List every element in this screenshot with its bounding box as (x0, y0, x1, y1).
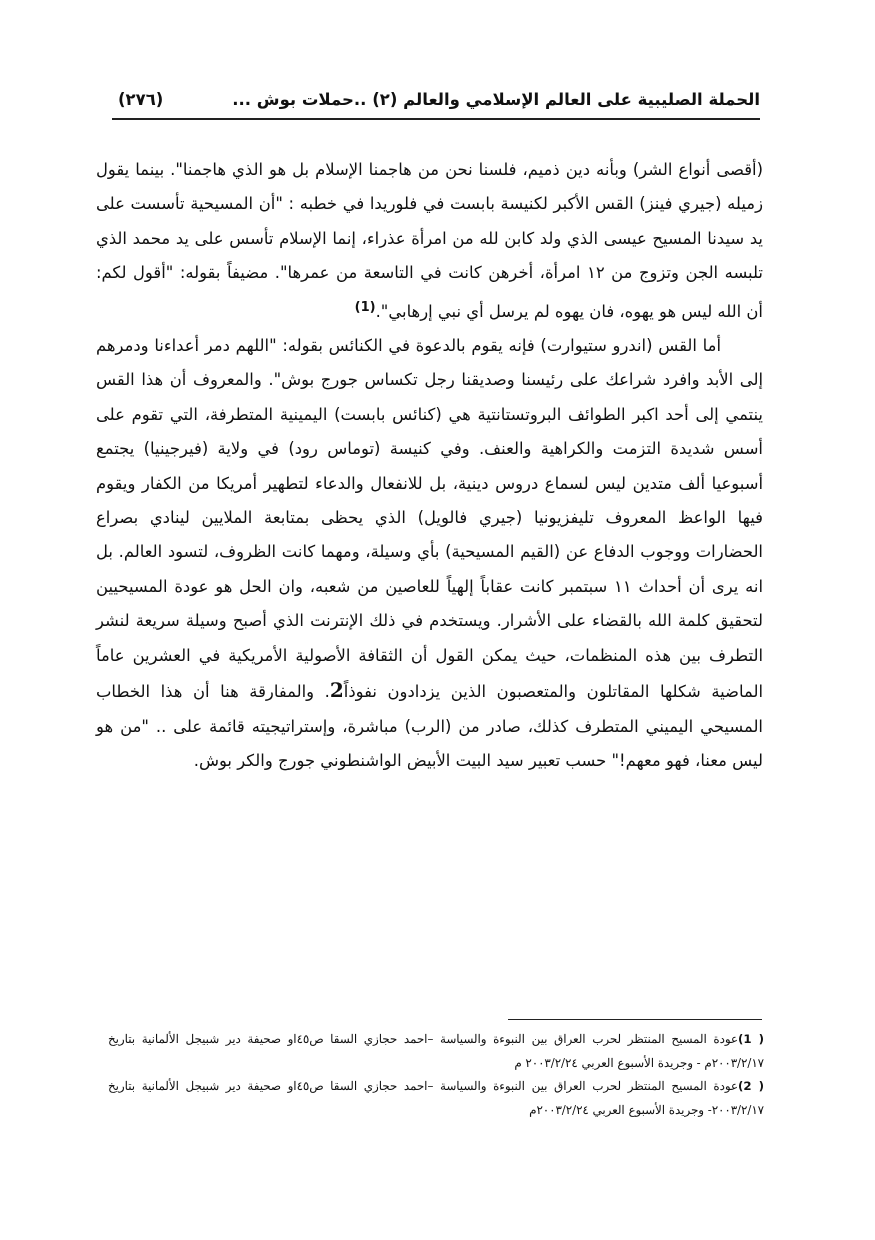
paragraph-1 (96, 153, 763, 329)
footnote-2-mark: ( 2) (737, 1079, 764, 1093)
footnote-ref-1[interactable]: (1) (354, 299, 376, 315)
footnote-1-text: عودة المسيح المنتظر لحرب العراق بين النبوءة والسياسة –احمد حجازي السقا ص٤٥او صحيفة دير شبيجل الألمانية بتاريخ ٢٠٠٣/٢/١٧م - وجريدة الأسبوع العربي ٢٠٠٣/٢/٢٤ م (108, 1032, 764, 1070)
footnote-ref-2[interactable]: 2 (329, 678, 344, 703)
footnote-separator (508, 1019, 762, 1020)
footnote-1 (108, 1028, 764, 1075)
footnotes (108, 1028, 764, 1122)
paragraph-2-text-b: . والمفارقة هنا أن هذا الخطاب المسيحي اليميني المتطرف كذلك، صادر من (الرب) مباشرة، وإستراتيجيته قائمة على .. "من هو ليس معنا، فهو معهم!" حسب تعبير سيد البيت الأبيض الواشنطوني جورج والكر بوش. (96, 682, 763, 770)
paragraph-1-text: (أقصى أنواع الشر) وبأنه دين ذميم، فلسنا نحن من هاجمنا الإسلام بل هو الذي هاجمنا". بينما يقول زميله (جيري فينز) القس الأكبر لكنيسة بابست في فلوريدا في خطبه : "أن المسيحية تأسست على يد سيدنا المسيح عيسى الذي ولد كابن لله من امرأة عذراء، إنما الإسلام تأسس على يد محمد الذي تلبسه الجن وتزوج من ١٢ امرأة، أخرهن كانت في التاسعة من عمرها". مضيفاً بقوله: "أقول لكم: أن الله ليس هو يهوه، فان يهوه لم يرسل أي نبي إرهابي". (96, 160, 763, 321)
running-title: الحملة الصليبية على العالم الإسلامي والعالم (٢) ..حملات بوش ... (232, 90, 760, 109)
page-header (112, 88, 760, 120)
paragraph-2 (96, 329, 763, 778)
footnote-2-text: عودة المسيح المنتظر لحرب العراق بين النبوءة والسياسة –احمد حجازي السقا ص٤٥او صحيفة دير شبيجل الألمانية بتاريخ ٢٠٠٣/٢/١٧- وجريدة الأسبوع العربي ٢٠٠٣/٢/٢٤م (108, 1079, 764, 1117)
main-text (96, 153, 763, 778)
footnote-1-mark: ( 1) (737, 1032, 764, 1046)
page-number: (٢٧٦) (118, 90, 164, 109)
footnote-2 (108, 1075, 764, 1122)
paragraph-2-text-a: أما القس (اندرو ستيوارت) فإنه يقوم بالدعوة في الكنائس بقوله: "اللهم دمر أعداءنا ودمرهم إلى الأبد وافرد شراعك على رئيسنا وصديقنا رجل تكساس جورج بوش". والمعروف أن هذا القس ينتمي إلى أحد اكبر الطوائف البروتستانتية هي (كنائس بابست) اليمينية المتطرفة، التي تقوم على أسس شديدة التزمت والكراهية والعنف. وفي كنيسة (توماس رود) في ولاية (فيرجينيا) يجتمع أسبوعيا ألف متدين ليس لسماع دروس دينية، بل للانفعال والدعاء لتطهير أمريكا من الكفار ويقوم فيها الواعظ المعروف تليفزيونيا (جيري فالويل) الذي يحظى بمتابعة الملايين لينادي بصراع الحضارات ووجوب الدفاع عن (القيم المسيحية) بأي وسيلة، ومهما كانت الظروف، لتسود العالم. بل انه يرى أن أحداث ١١ سبتمبر كانت عقاباً إلهياً للعاصين من شعبه، وان الحل هو عودة المسيحيين لتحقيق كلمة الله بالقضاء على الأشرار. ويستخدم في ذلك الإنترنت الذي أصبح وسيلة سريعة لنشر التطرف بين هذه المنظمات، حيث يمكن القول أن الثقافة الأصولية الأمريكية في العشرين عاماً الماضية شكلها المقاتلون والمتعصبون الذين يزدادون نفوذاً (96, 336, 763, 702)
